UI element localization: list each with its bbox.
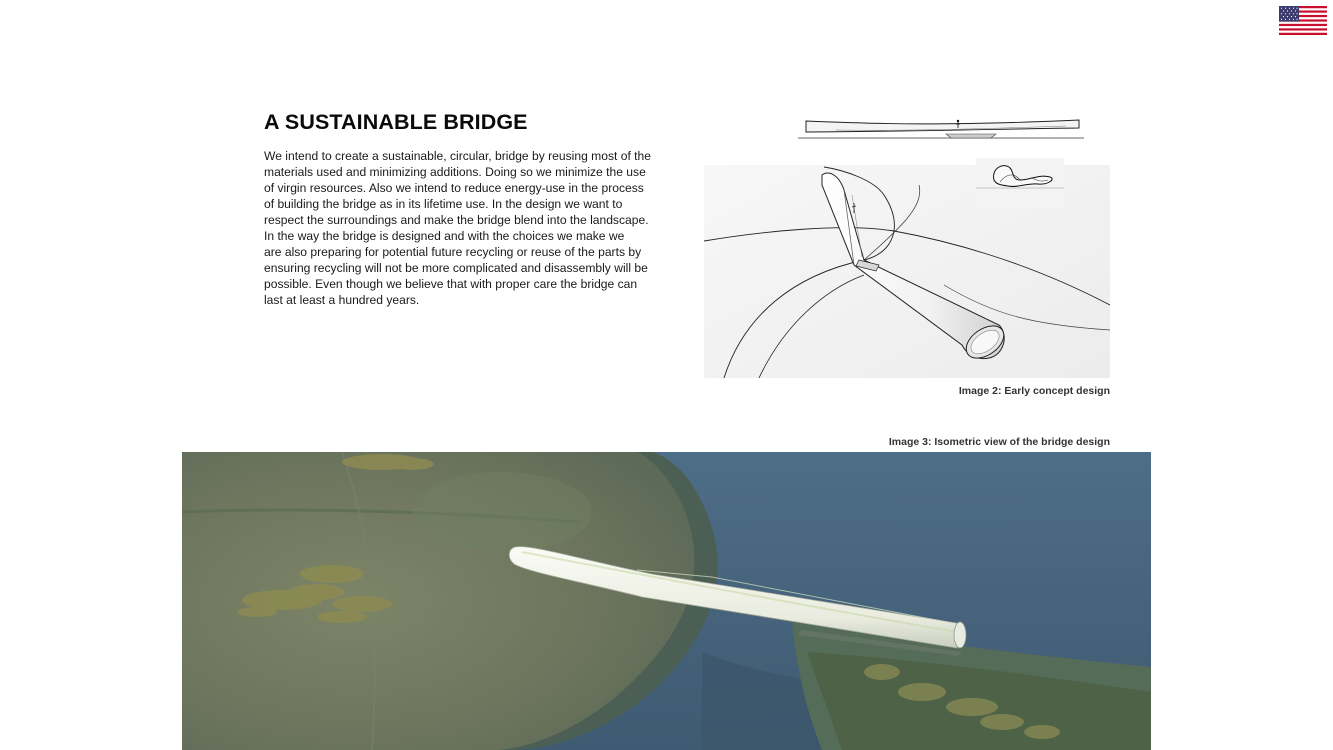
bridge-elevation-sketch: [796, 112, 1088, 144]
paragraph-line: possible. Even though we believe that with proper care the bridge can: [264, 277, 638, 291]
image2-caption: Image 2: Early concept design: [958, 385, 1110, 397]
article-title: A SUSTAINABLE BRIDGE: [264, 110, 528, 134]
us-flag-icon[interactable]: [1279, 6, 1327, 35]
paragraph-line: of virgin resources. Also we intend to reduce energy-use in the process: [264, 181, 644, 195]
paragraph-line: We intend to create a sustainable, circular, bridge by reusing most of the: [264, 149, 651, 163]
image3-caption: Image 3: Isometric view of the bridge design: [888, 436, 1110, 448]
article-paragraph: [264, 148, 684, 308]
concept-inset-sketch: [976, 158, 1064, 208]
paragraph-line: In the way the bridge is designed and with the choices we make we: [264, 229, 625, 243]
paragraph-line: respect the surroundings and make the bridge blend into the landscape.: [264, 213, 649, 227]
paragraph-line: are also preparing for potential future recycling or reuse of the parts by: [264, 245, 642, 259]
paragraph-line: ensuring recycling will not be more complicated and disassembly will be: [264, 261, 648, 275]
paragraph-line: materials used and minimizing additions. Doing so we minimize the use: [264, 165, 646, 179]
isometric-bridge-image: [182, 452, 1151, 750]
paragraph-line: of building the bridge as in its lifetime use. In the design we want to: [264, 197, 623, 211]
paragraph-line: last at least a hundred years.: [264, 293, 420, 307]
